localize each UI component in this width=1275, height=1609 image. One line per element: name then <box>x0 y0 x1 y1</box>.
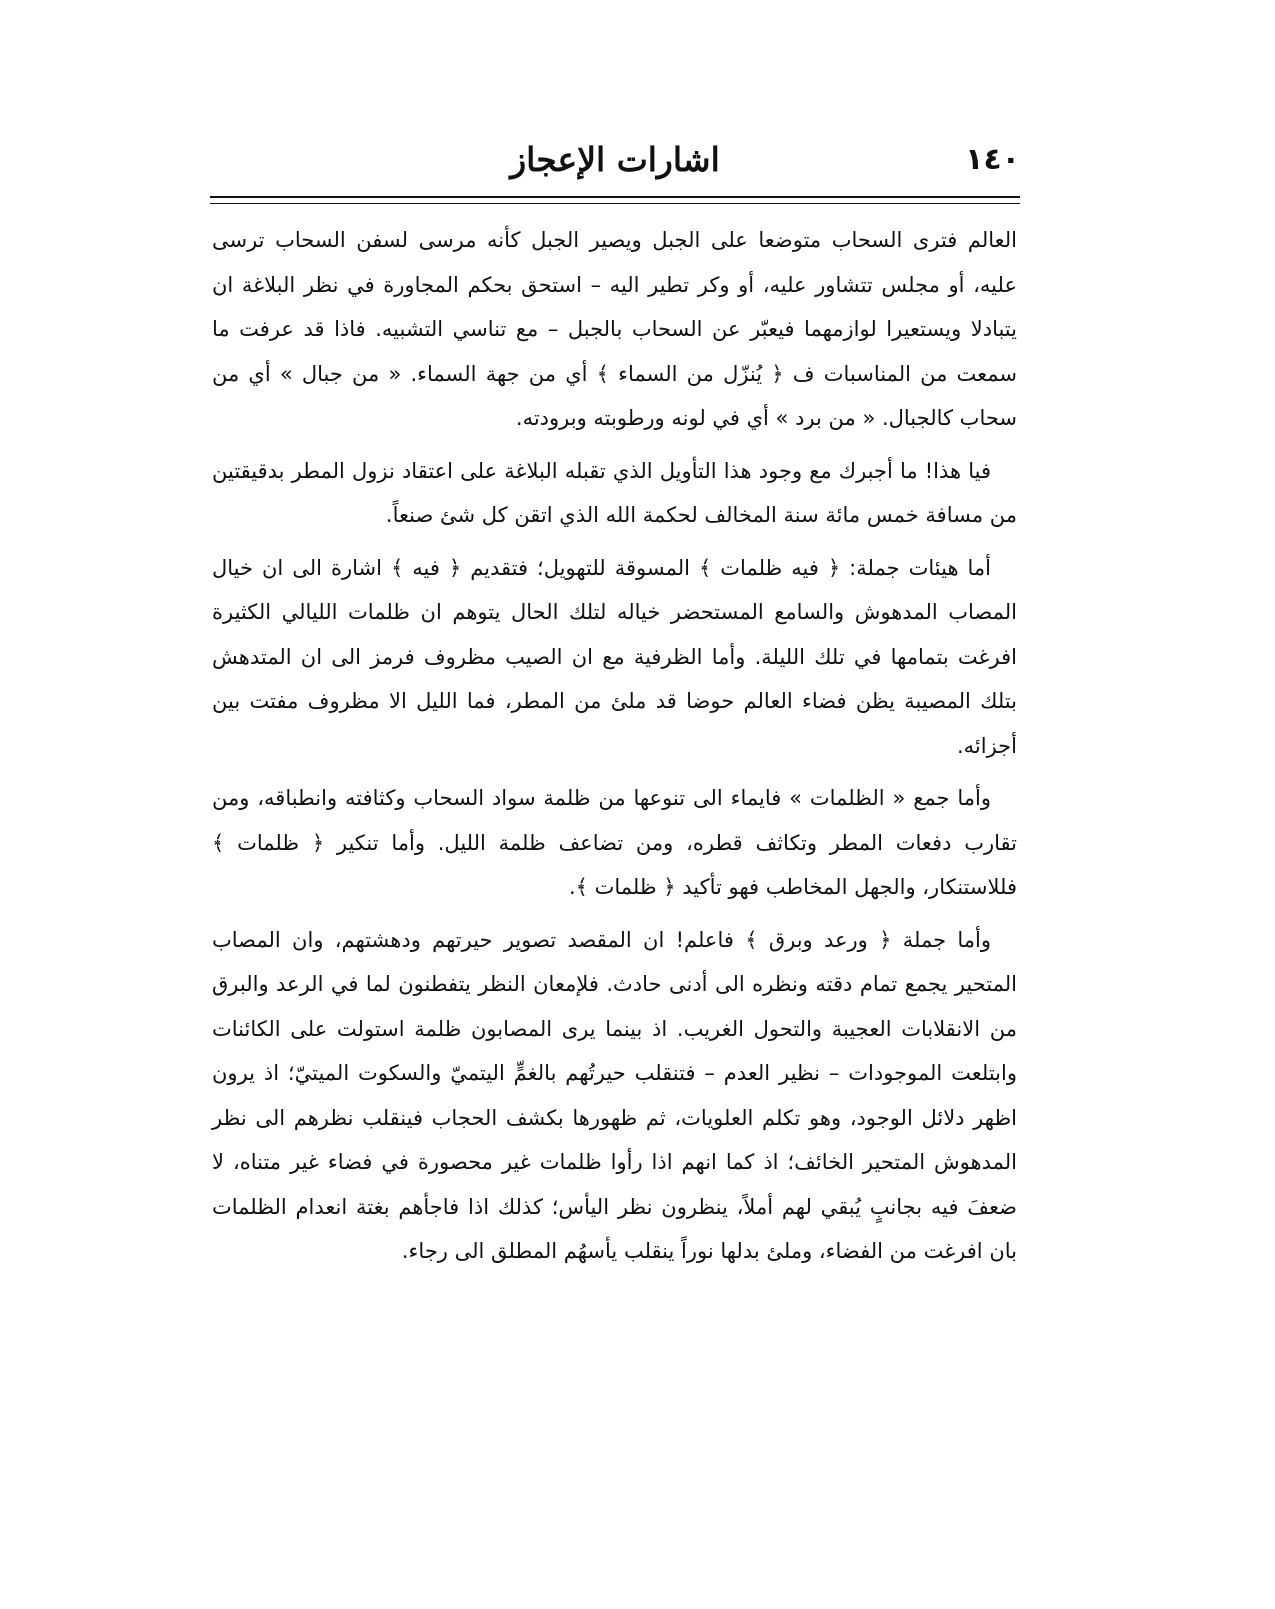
paragraph-4: وأما جمع « الظلمات » فايماء الى تنوعها من ظلمة سواد السحاب وكثافته وانطباقه، ومن تقارب دفعات المطر وتكاثف قطره، ومن تضاعف ظلمة الليل. وأما تنكير ﴿ ظلمات ﴾ فللاستنكار، والجهل المخاطب فهو تأكيد ﴿ ظلمات ﴾. <box>212 786 1017 899</box>
body-text <box>212 218 1017 1282</box>
header-rule-thin <box>210 203 1020 204</box>
page-title: اشارات الإعجاز <box>510 140 720 179</box>
page-number: ١٤٠ <box>965 142 1020 177</box>
paragraph-3: أما هيئات جملة: ﴿ فيه ظلمات ﴾ المسوقة للتهويل؛ فتقديم ﴿ فيه ﴾ اشارة الى ان خيال المصاب المدهوش والسامع المستحضر خياله لتلك الحال يتوهم ان ظلمات الليالي الكثيرة افرغت بتمامها في تلك الليلة. وأما الظرفية مع ان الصيب مظروف فرمز الى ان المتدهش بتلك المصيبة يظن فضاء العالم حوضا قد ملئ من المطر، فما الليل الا مظروف مفتت بين أجزائه. <box>212 555 1017 758</box>
header-rule-thick <box>210 196 1020 198</box>
paragraph-2: فيا هذا! ما أجبرك مع وجود هذا التأويل الذي تقبله البلاغة على اعتقاد نزول المطر بدقيقتين من مسافة خمس مائة سنة المخالف لحكمة الله الذي اتقن كل شئ صنعاً. <box>212 458 1017 527</box>
page-header <box>210 140 1020 180</box>
paragraph-5: وأما جملة ﴿ ورعد وبرق ﴾ فاعلم! ان المقصد تصوير حيرتهم ودهشتهم، وان المصاب المتحير يجمع تمام دقته ونظره الى أدنى حادث. فلإمعان النظر يتفطنون لما في الرعد والبرق من الانقلابات العجيبة والتحول الغريب. اذ بينما يرى المصابون ظلمة استولت على الكائنات وابتلعت الموجودات – نظير العدم – فتنقلب حيرتُهم بالغمٍّ اليتميّ والسكوت الميتيّ؛ اذ يرون اظهر دلائل الوجود، وهو تكلم العلويات، ثم ظهورها بكشف الحجاب فينقلب نظرهم الى نظر المدهوش المتحير الخائف؛ اذ كما انهم اذا رأوا ظلمات غير محصورة في فضاء غير متناه، لا ضعفَ فيه بجانبٍ يُبقي لهم أملاً، ينظرون نظر اليأس؛ كذلك اذا فاجأهم بغتة انعدام الظلمات بان افرغت من الفضاء، وملئ بدلها نوراً ينقلب يأسهُم المطلق الى رجاء. <box>212 927 1017 1263</box>
paragraph-1: العالم فترى السحاب متوضعا على الجبل ويصير الجبل كأنه مرسى لسفن السحاب ترسى عليه، أو مجلس تتشاور عليه، أو وكر تطير اليه – استحق بحكم المجاورة في نظر البلاغة ان يتبادلا ويستعيرا لوازمهما فيعبّر عن السحاب بالجبل – مع تناسي التشبيه. فاذا قد عرفت ما سمعت من المناسبات ف ﴿ يُنزّل من السماء ﴾ أي من جهة السماء. « من جبال » أي من سحاب كالجبال. « من برد » أي في لونه ورطوبته وبرودته. <box>212 228 1017 430</box>
